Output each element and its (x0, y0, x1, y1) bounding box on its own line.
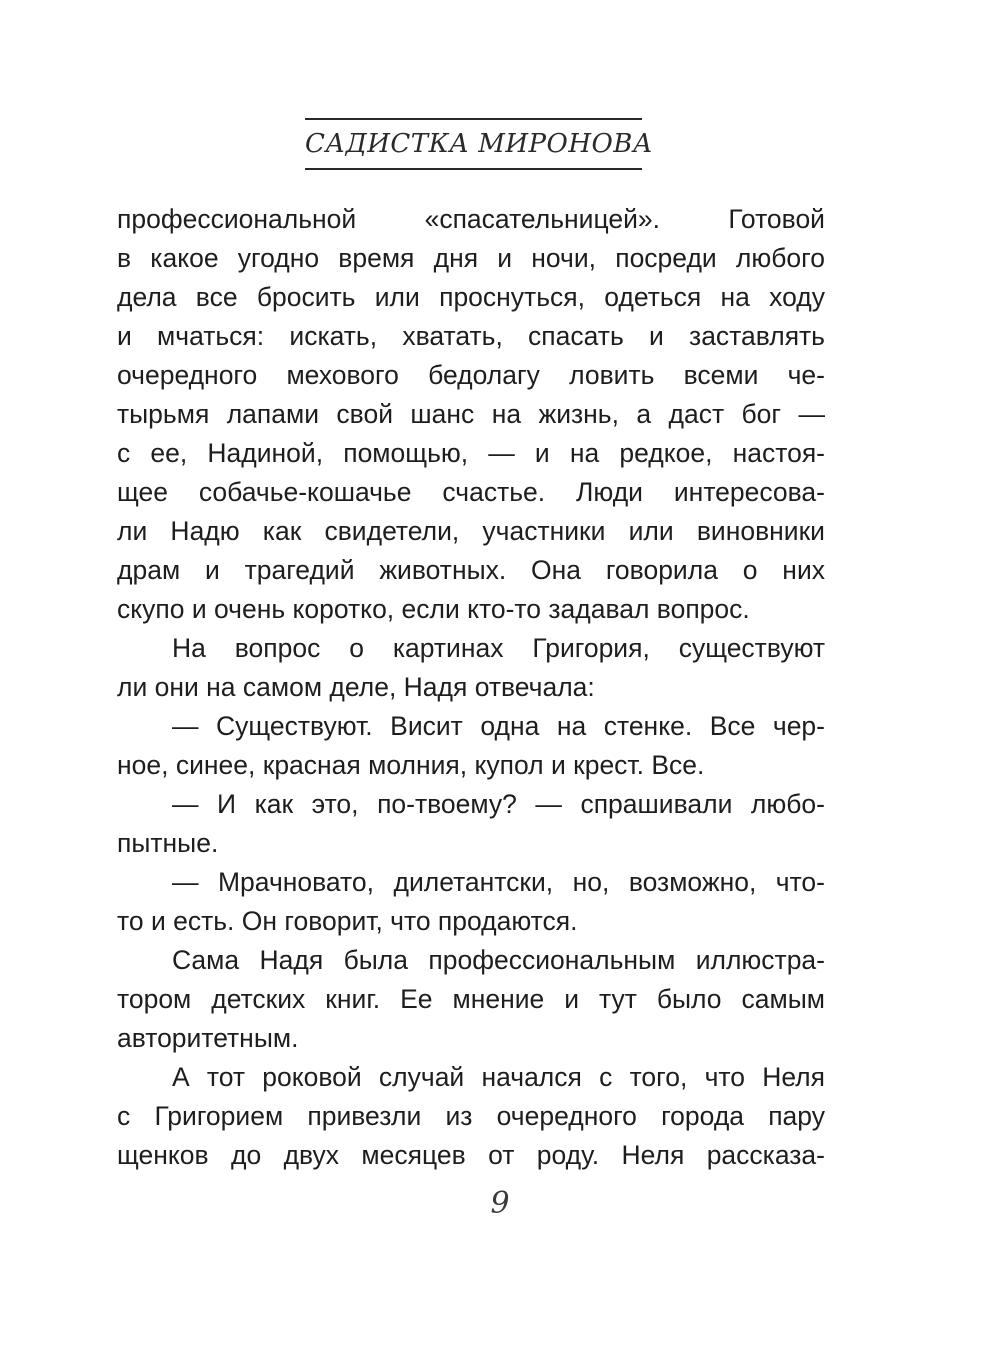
page-number: 9 (490, 1186, 510, 1221)
text-line: с ее, Надиной, помощью, — и на редкое, настоя- (117, 438, 825, 468)
text-line: — И как это, по-твоему? — спрашивали любо- (172, 789, 825, 819)
text-line: ли они на самом деле, Надя отвечала: (117, 672, 595, 702)
running-header (305, 118, 654, 170)
text-line: с Григорием привезли из очередного города пару (117, 1101, 825, 1131)
text-line: На вопрос о картинах Григория, существуют (172, 633, 825, 663)
text-line: Сама Надя была профессиональным иллюстра- (172, 945, 825, 975)
text-line: профессиональной «спасательницей». Готовой (117, 204, 825, 234)
running-title: САДИСТКА МИРОНОВА (305, 129, 654, 159)
text-line: и мчаться: искать, хватать, спасать и заставлять (117, 321, 825, 351)
header-rule-top (305, 118, 642, 120)
text-line: очередного мехового бедолагу ловить всеми че- (117, 360, 825, 390)
text-line: ное, синее, красная молния, купол и крест. Все. (117, 750, 705, 780)
text-line: — Существуют. Висит одна на стенке. Все чер- (172, 711, 825, 741)
text-line: в какое угодно время дня и ночи, посреди любого (117, 243, 825, 273)
text-line: тором детских книг. Ее мнение и тут было самым (117, 984, 825, 1014)
text-line: щее собачье-кошачье счастье. Люди интересова- (117, 477, 825, 507)
text-line: щенков до двух месяцев от роду. Неля рассказа- (117, 1140, 825, 1170)
header-rule-bottom (305, 168, 642, 170)
body-text (117, 200, 825, 1175)
text-line: тырьмя лапами свой шанс на жизнь, а даст бог — (117, 399, 825, 429)
text-line: авторитетным. (117, 1023, 299, 1053)
text-line: дела все бросить или проснуться, одеться на ходу (117, 282, 825, 312)
text-line: А тот роковой случай начался с того, что Неля (172, 1062, 825, 1092)
text-line: пытные. (117, 828, 219, 858)
text-line: — Мрачновато, дилетантски, но, возможно, что- (172, 867, 825, 897)
text-line: ли Надю как свидетели, участники или виновники (117, 516, 825, 546)
text-line: то и есть. Он говорит, что продаются. (117, 906, 578, 936)
text-line: драм и трагедий животных. Она говорила о них (117, 555, 825, 585)
text-line: скупо и очень коротко, если кто-то задавал вопрос. (117, 594, 750, 624)
